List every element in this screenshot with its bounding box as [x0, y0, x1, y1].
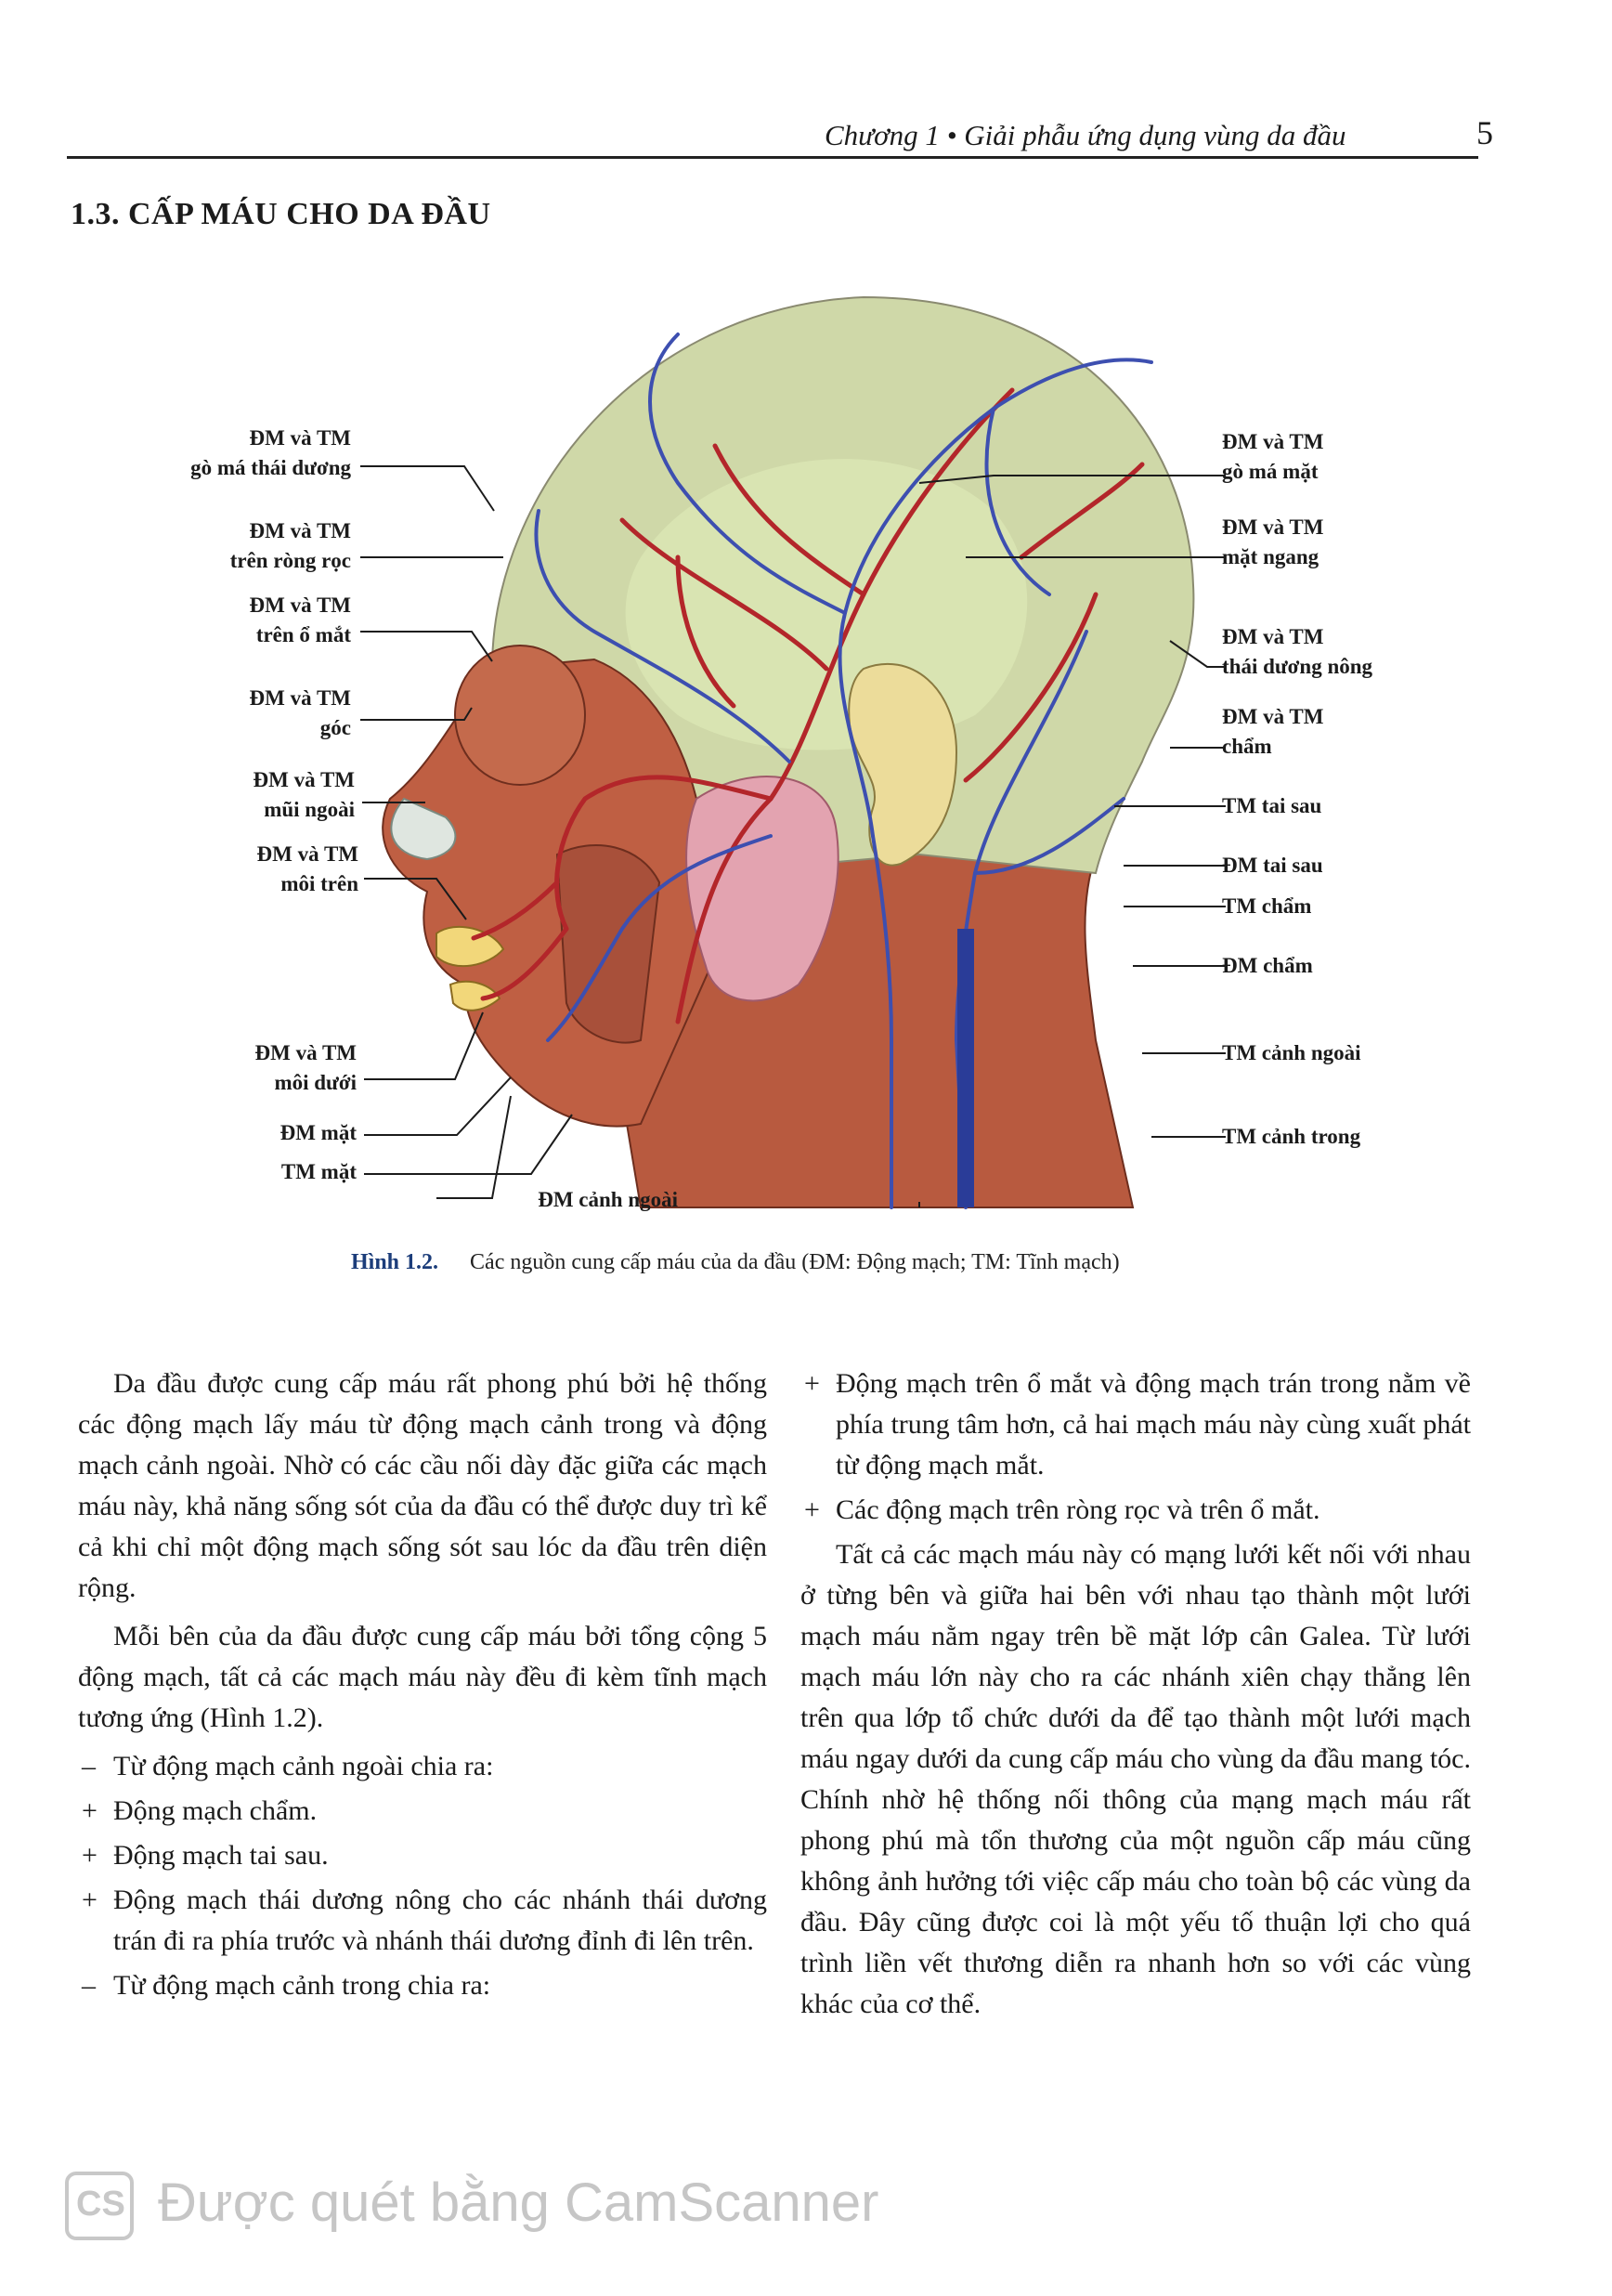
list-item-text: Động mạch thái dương nông cho các nhánh thái dương trán đi ra phía trước và nhánh thái dương đỉnh đi lên trên.: [113, 1885, 767, 1956]
label-line: ĐM và TM: [249, 686, 351, 710]
label-line: ĐM và TM: [1222, 625, 1324, 648]
list-item-text: Động mạch tai sau.: [113, 1840, 329, 1871]
label-line: ĐM và TM: [249, 594, 351, 617]
camscanner-watermark: [65, 2164, 975, 2248]
list-item-text: Động mạch chẩm.: [113, 1795, 318, 1826]
label-external-nasal: [158, 765, 355, 825]
label-line: gò má mặt: [1222, 460, 1319, 483]
label-line: ĐM cảnh ngoài: [538, 1188, 678, 1211]
label-line: ĐM và TM: [1222, 430, 1324, 453]
watermark-text: Được quét bằng CamScanner: [158, 2172, 879, 2233]
label-line: góc: [319, 716, 351, 739]
label-line: ĐM và TM: [254, 1041, 357, 1064]
header-rule: [67, 156, 1478, 159]
list-marker: –: [82, 1970, 96, 2001]
list-item-text: Động mạch trên ổ mắt và động mạch trán trong nằm về phía trung tâm hơn, cả hai mạch máu này cùng xuất phát từ động mạch mắt.: [836, 1368, 1471, 1481]
section-title: 1.3. CẤP MÁU CHO DA ĐẦU: [71, 197, 491, 231]
label-transverse-facial: [1222, 513, 1323, 572]
label-zygomatico-facial: [1222, 427, 1323, 487]
list-item: [800, 1363, 1471, 1486]
label-line: chẩm: [1222, 735, 1272, 758]
caption-text: Các nguồn cung cấp máu của da đầu (ĐM: Động mạch; TM: Tĩnh mạch): [470, 1250, 1120, 1274]
logo-text: CS: [76, 2185, 125, 2224]
label-zygomatico-temporal: [158, 424, 351, 483]
list-marker: +: [82, 1840, 98, 1871]
label-posterior-auricular-artery: [1222, 851, 1323, 881]
label-supraorbital: [158, 591, 351, 650]
list-marker: +: [82, 1885, 98, 1915]
label-superior-labial: [158, 840, 358, 899]
label-facial-artery: [158, 1118, 357, 1148]
list-item: [78, 1965, 767, 2006]
label-line: môi dưới: [274, 1071, 357, 1094]
right-column: [800, 1363, 1471, 2032]
camscanner-logo-icon: [65, 2172, 134, 2240]
label-line: TM tai sau: [1222, 794, 1322, 817]
label-line: ĐM và TM: [1222, 515, 1324, 539]
label-occipital-artery: [1222, 951, 1313, 981]
list-item: [800, 1490, 1471, 1531]
list-item: [78, 1791, 767, 1832]
label-line: thái dương nông: [1222, 655, 1373, 678]
label-line: ĐM tai sau: [1222, 854, 1323, 877]
list-item-text: Từ động mạch cảnh ngoài chia ra:: [113, 1751, 494, 1781]
paragraph: Tất cả các mạch máu này có mạng lưới kết nối với nhau ở từng bên và giữa hai bên với nhau tạo thành một lưới mạch máu nằm ngay trên bề mặt lớp cân Galea. Từ lưới mạch máu lớn này cho ra các nhánh xiên chạy thẳng lên trên qua lớp tổ chức dưới da để tạo thành một lưới mạch máu ngay dưới da cung cấp máu cho vùng da đầu mang tóc. Chính nhờ hệ thống nối thông của mạng mạch máu rất phong phú mà tổn thương của một nguồn cấp máu cũng không ảnh hưởng tới việc cấp máu cho toàn bộ các vùng da đầu. Đây cũng được coi là một yếu tố thuận lợi cho quá trình liền vết thương diễn ra nhanh hơn so với các vùng khác của cơ thể.: [800, 1539, 1471, 2019]
list-marker: +: [804, 1494, 820, 1525]
label-external-jugular: [1222, 1038, 1361, 1068]
label-line: ĐM chẩm: [1222, 954, 1313, 977]
label-inferior-labial: [158, 1038, 357, 1098]
label-line: trên ròng rọc: [229, 549, 351, 572]
list-item: [78, 1746, 767, 1787]
label-line: ĐM và TM: [249, 426, 351, 450]
label-line: trên ổ mắt: [255, 623, 351, 646]
orbicularis-oculi: [455, 646, 585, 785]
label-line: mặt ngang: [1222, 545, 1320, 568]
label-line: TM cảnh ngoài: [1222, 1041, 1361, 1064]
figure-caption: [351, 1250, 1120, 1275]
label-line: TM cảnh trong: [1222, 1125, 1361, 1148]
label-supratrochlear: [158, 516, 351, 576]
anatomy-figure: [158, 279, 1421, 1226]
label-facial-vein: [158, 1157, 357, 1187]
list-marker: +: [82, 1795, 98, 1826]
label-line: TM chẩm: [1222, 894, 1312, 918]
label-line: ĐM và TM: [256, 842, 358, 866]
label-line: TM mặt: [280, 1160, 357, 1183]
label-occipital: [1222, 702, 1323, 762]
page-number: 5: [1476, 114, 1493, 151]
label-line: môi trên: [280, 872, 358, 895]
label-angular: [158, 684, 351, 743]
label-superficial-temporal: [1222, 622, 1372, 682]
list-marker: +: [804, 1368, 820, 1399]
label-internal-jugular: [1222, 1122, 1360, 1152]
chapter-title: Chương 1 • Giải phẫu ứng dụng vùng da đầu: [825, 119, 1346, 151]
label-occipital-vein: [1222, 892, 1311, 921]
label-external-carotid: [158, 1185, 678, 1215]
caption-number: Hình 1.2.: [351, 1250, 439, 1274]
list-item-text: Từ động mạch cảnh trong chia ra:: [113, 1970, 491, 2001]
paragraph: Da đầu được cung cấp máu rất phong phú bởi hệ thống các động mạch lấy máu từ động mạch cảnh trong và động mạch cảnh ngoài. Nhờ có các cầu nối dày đặc giữa các mạch máu này, khả năng sống sót của da đầu có thể được duy trì kể cả khi chỉ một động mạch sống sót sau lóc da đầu trên diện rộng.: [78, 1368, 767, 1603]
left-column: [78, 1363, 767, 2010]
list-item: [78, 1880, 767, 1962]
label-line: ĐM và TM: [253, 768, 355, 791]
label-line: gò má thái dương: [190, 456, 351, 479]
label-posterior-auricular-vein: [1222, 791, 1321, 821]
label-line: ĐM và TM: [1222, 705, 1324, 728]
list-item-text: Các động mạch trên ròng rọc và trên ổ mắt.: [836, 1494, 1320, 1525]
label-line: mũi ngoài: [264, 798, 355, 821]
list-marker: –: [82, 1751, 96, 1781]
label-line: ĐM và TM: [249, 519, 351, 542]
list-item: [78, 1835, 767, 1876]
label-line: ĐM mặt: [280, 1121, 357, 1144]
paragraph: Mỗi bên của da đầu được cung cấp máu bởi tổng cộng 5 động mạch, tất cả các mạch máu này đều đi kèm tĩnh mạch tương ứng (Hình 1.2).: [78, 1621, 767, 1733]
